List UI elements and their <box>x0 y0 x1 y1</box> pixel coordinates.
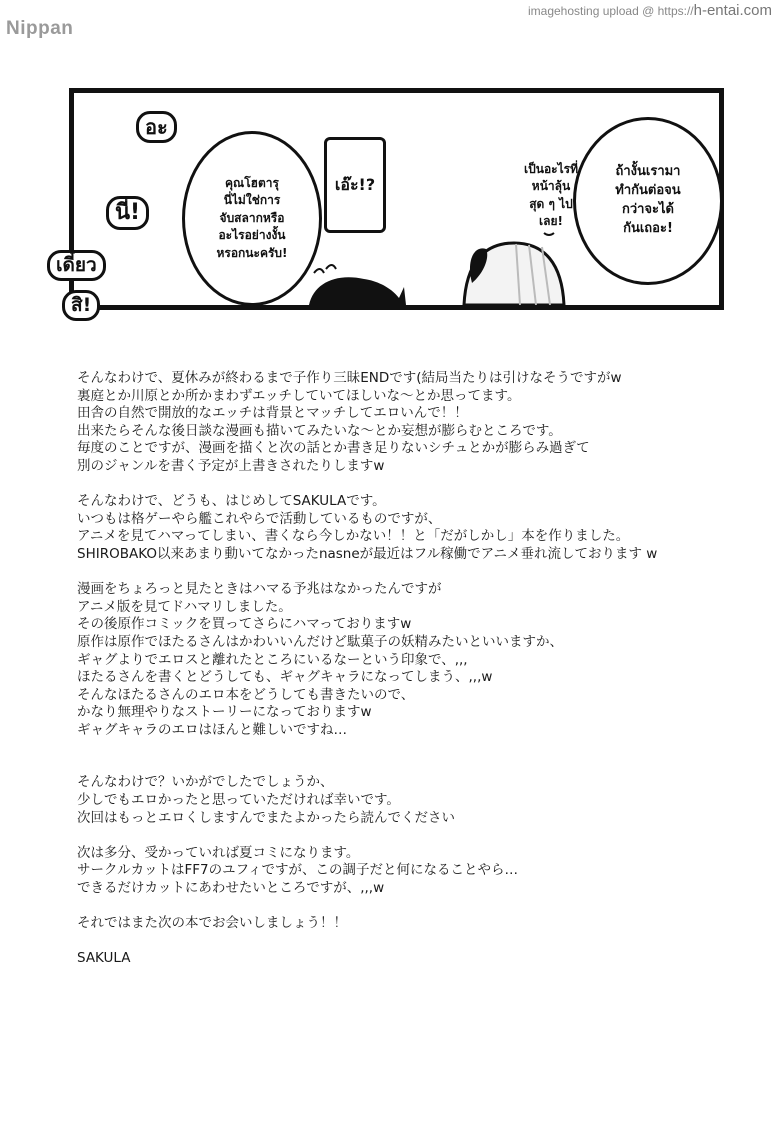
text-line: 次は多分、受かっていれば夏コミになります。 <box>77 844 360 861</box>
paragraph-1 <box>77 370 767 476</box>
text-line: ギャグキャラのエロはほんと難しいですね… <box>77 721 347 738</box>
paragraph-2 <box>77 493 767 563</box>
text-line: 裏庭とか川原とか所かまわずエッチしていてほしいな〜とか思ってます。 <box>77 387 521 404</box>
speech-bubble-mid: เอ๊ะ!? <box>324 137 386 233</box>
motion-marks <box>314 265 336 273</box>
watermark-prefix: imagehosting upload @ https:// <box>528 4 694 18</box>
text-line: かなり無理やりなストーリーになっておりますw <box>77 704 372 721</box>
sfx-si: สิ! <box>62 290 100 321</box>
text-line: その後原作コミックを買ってさらにハマっておりますw <box>77 616 412 633</box>
paragraph-3 <box>77 581 767 739</box>
text-line: 毎度のことですが、漫画を描くと次の話とか書き足りないシチュとかが膨らみ過ぎて <box>77 440 590 457</box>
text-line: そんなほたるさんのエロ本をどうしても書きたいので、 <box>77 686 415 703</box>
caption-text: เป็นอะไรที่ หน้าลุ้น สุด ๆ ไป เลย! <box>524 162 578 229</box>
music-note-icon <box>544 233 554 235</box>
sfx-a: อะ <box>136 111 177 143</box>
text-line: 田舎の自然で開放的なエッチは背景とマッチしてエロいんで！！ <box>77 405 468 422</box>
paragraph-5 <box>77 845 767 898</box>
text-line: ほたるさんを書くとどうしても、ギャグキャラになってしまう、,,,w <box>77 669 493 686</box>
sfx-diao: เดี๋ยว <box>47 250 106 281</box>
author-name: SAKULA <box>77 950 131 967</box>
paragraph-6 <box>77 915 767 933</box>
text-line: できるだけカットにあわせたいところですが、,,,w <box>77 880 385 897</box>
watermark-site: h-entai.com <box>693 2 772 19</box>
text-line: 原作は原作でほたるさんはかわいいんだけど駄菓子の妖精みたいといいますか、 <box>77 633 563 650</box>
text-line: サークルカットはFF7のユフィですが、この調子だと何になることやら… <box>77 862 518 879</box>
text-line: アニメ版を見てドハマリしました。 <box>77 598 292 615</box>
text-line: 少しでもエロかったと思っていただければ幸いです。 <box>77 792 400 809</box>
paragraph-4 <box>77 774 767 827</box>
speech-bubble-right: ถ้างั้นเรามา ทำกันต่อจน กว่าจะได้ กันเถอะ! <box>573 117 723 285</box>
text-line: そんなわけで、夏休みが終わるまで子作り三昧ENDです(結局当たりは引けなそうですがw <box>77 370 622 386</box>
afterword-text <box>77 370 767 986</box>
text-line: そんなわけで、どうも、はじめしてSAKULAです。 <box>77 493 386 510</box>
signature <box>77 950 767 968</box>
text-line: いつもは格ゲーやら艦これやらで活動しているものですが、 <box>77 510 442 527</box>
text-line: ギャグよりでエロスと離れたところにいるなーという印象で、,,, <box>77 651 468 668</box>
character-hair-left <box>309 277 406 305</box>
text-line: 別のジャンルを書く予定が上書きされたりしますw <box>77 457 385 474</box>
text-line: アニメを見てハマってしまい、書くなら今しかない！！と「だがしかし」本を作りました。 <box>77 528 630 545</box>
text-line: そんなわけで？いかがでしたでしょうか、 <box>77 774 334 791</box>
text-line: それではまた次の本でお会いしましょう！！ <box>77 915 347 932</box>
text-line: 出来たらそんな後日談な漫画も描いてみたいな〜とか妄想が膨らむところです。 <box>77 422 562 439</box>
watermark-nippan: Nippan <box>6 18 74 39</box>
speech-bubble-left: คุณโฮตารุ นี่ไม่ใช่การ จับสลากหรือ อะไรอย่างงั้น หรอกนะครับ! <box>182 131 322 306</box>
text-line: 次回はもっとエロくしますんでまたよかったら読んでください <box>77 809 455 826</box>
sfx-ni: นี่! <box>106 196 149 230</box>
text-line: SHIROBAKO以来あまり動いてなかったnasneが最近はフル稼働でアニメ垂れ流しております w <box>77 545 658 562</box>
watermark-hosting <box>528 2 772 19</box>
text-line: 漫画をちょろっと見たときはハマる予兆はなかったんですが <box>77 581 442 598</box>
